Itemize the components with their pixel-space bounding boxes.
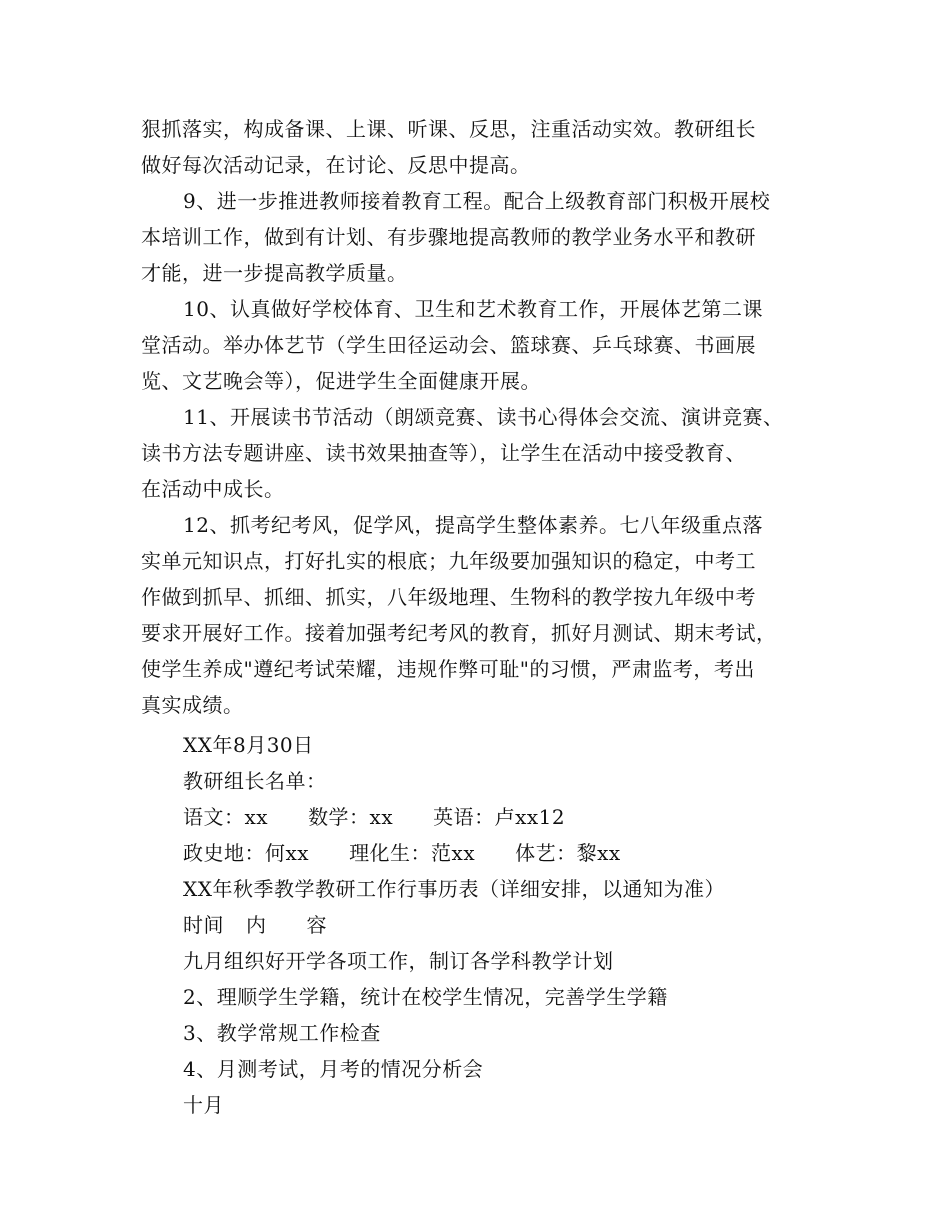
schedule-line: 十月: [183, 1093, 224, 1117]
paragraph-line: 实单元知识点，打好扎实的根底；九年级要加强知识的稳定，中考工: [141, 549, 756, 573]
paragraph-line: 览、文艺晚会等），促进学生全面健康开展。: [141, 369, 541, 393]
paragraph-line: 在活动中成长。: [141, 477, 285, 501]
schedule-line: 3、教学常规工作检查: [183, 1021, 381, 1045]
paragraph-line: 做好每次活动记录，在讨论、反思中提高。: [141, 153, 531, 177]
paragraph-line: 12、抓考纪考风，促学风，提高学生整体素养。七八年级重点落: [183, 513, 763, 537]
schedule-title: XX年秋季教学教研工作行事历表（详细安排，以通知为准）: [183, 877, 725, 901]
paragraph-line: 使学生养成"遵纪考试荣耀，违规作弊可耻"的习惯，严肃监考，考出: [141, 657, 755, 681]
schedule-line: 九月组织好开学各项工作，制订各学科教学计划: [183, 949, 614, 973]
paragraph-line: 作做到抓早、抓细、抓实，八年级地理、生物科的教学按九年级中考: [141, 585, 756, 609]
header-content-a: 内: [246, 913, 267, 937]
schedule-header: [183, 911, 327, 939]
paragraph-line: 读书方法专题讲座、读书效果抽查等），让学生在活动中接受教育、: [141, 441, 746, 465]
list-heading: 教研组长名单：: [183, 769, 327, 793]
staff-entry: 体艺：黎xx: [515, 841, 621, 865]
staff-entry: 英语：卢xx12: [433, 805, 566, 829]
schedule-line: 2、理顺学生学籍，统计在校学生情况，完善学生学籍: [183, 985, 668, 1009]
header-content-b: 容: [306, 913, 327, 937]
paragraph-line: 要求开展好工作。接着加强考纪考风的教育，抓好月测试、期末考试，: [141, 621, 777, 645]
schedule-line: 4、月测考试，月考的情况分析会: [183, 1057, 484, 1081]
paragraph-line: 11、开展读书节活动（朗颂竞赛、读书心得体会交流、演讲竞赛、: [183, 405, 784, 429]
header-time: 时间: [183, 913, 224, 937]
paragraph-line: 狠抓落实，构成备课、上课、听课、反思，注重活动实效。教研组长: [141, 117, 756, 141]
staff-entry: 政史地：何xx: [183, 841, 310, 865]
staff-row: [183, 839, 621, 867]
paragraph-line: 9、进一步推进教师接着教育工程。配合上级教育部门积极开展校: [183, 189, 771, 213]
paragraph-line: 10、认真做好学校体育、卫生和艺术教育工作，开展体艺第二课: [183, 297, 763, 321]
paragraph-line: 本培训工作，做到有计划、有步骤地提高教师的教学业务水平和教研: [141, 225, 756, 249]
staff-entry: 理化生：范xx: [349, 841, 476, 865]
staff-entry: 数学：xx: [308, 805, 394, 829]
staff-row: [183, 803, 565, 831]
staff-entry: 语文：xx: [183, 805, 269, 829]
paragraph-line: 才能，进一步提高教学质量。: [141, 261, 408, 285]
date-line: XX年8月30日: [183, 733, 314, 757]
paragraph-line: 堂活动。举办体艺节（学生田径运动会、篮球赛、乒乓球赛、书画展: [141, 333, 756, 357]
paragraph-line: 真实成绩。: [141, 693, 244, 717]
